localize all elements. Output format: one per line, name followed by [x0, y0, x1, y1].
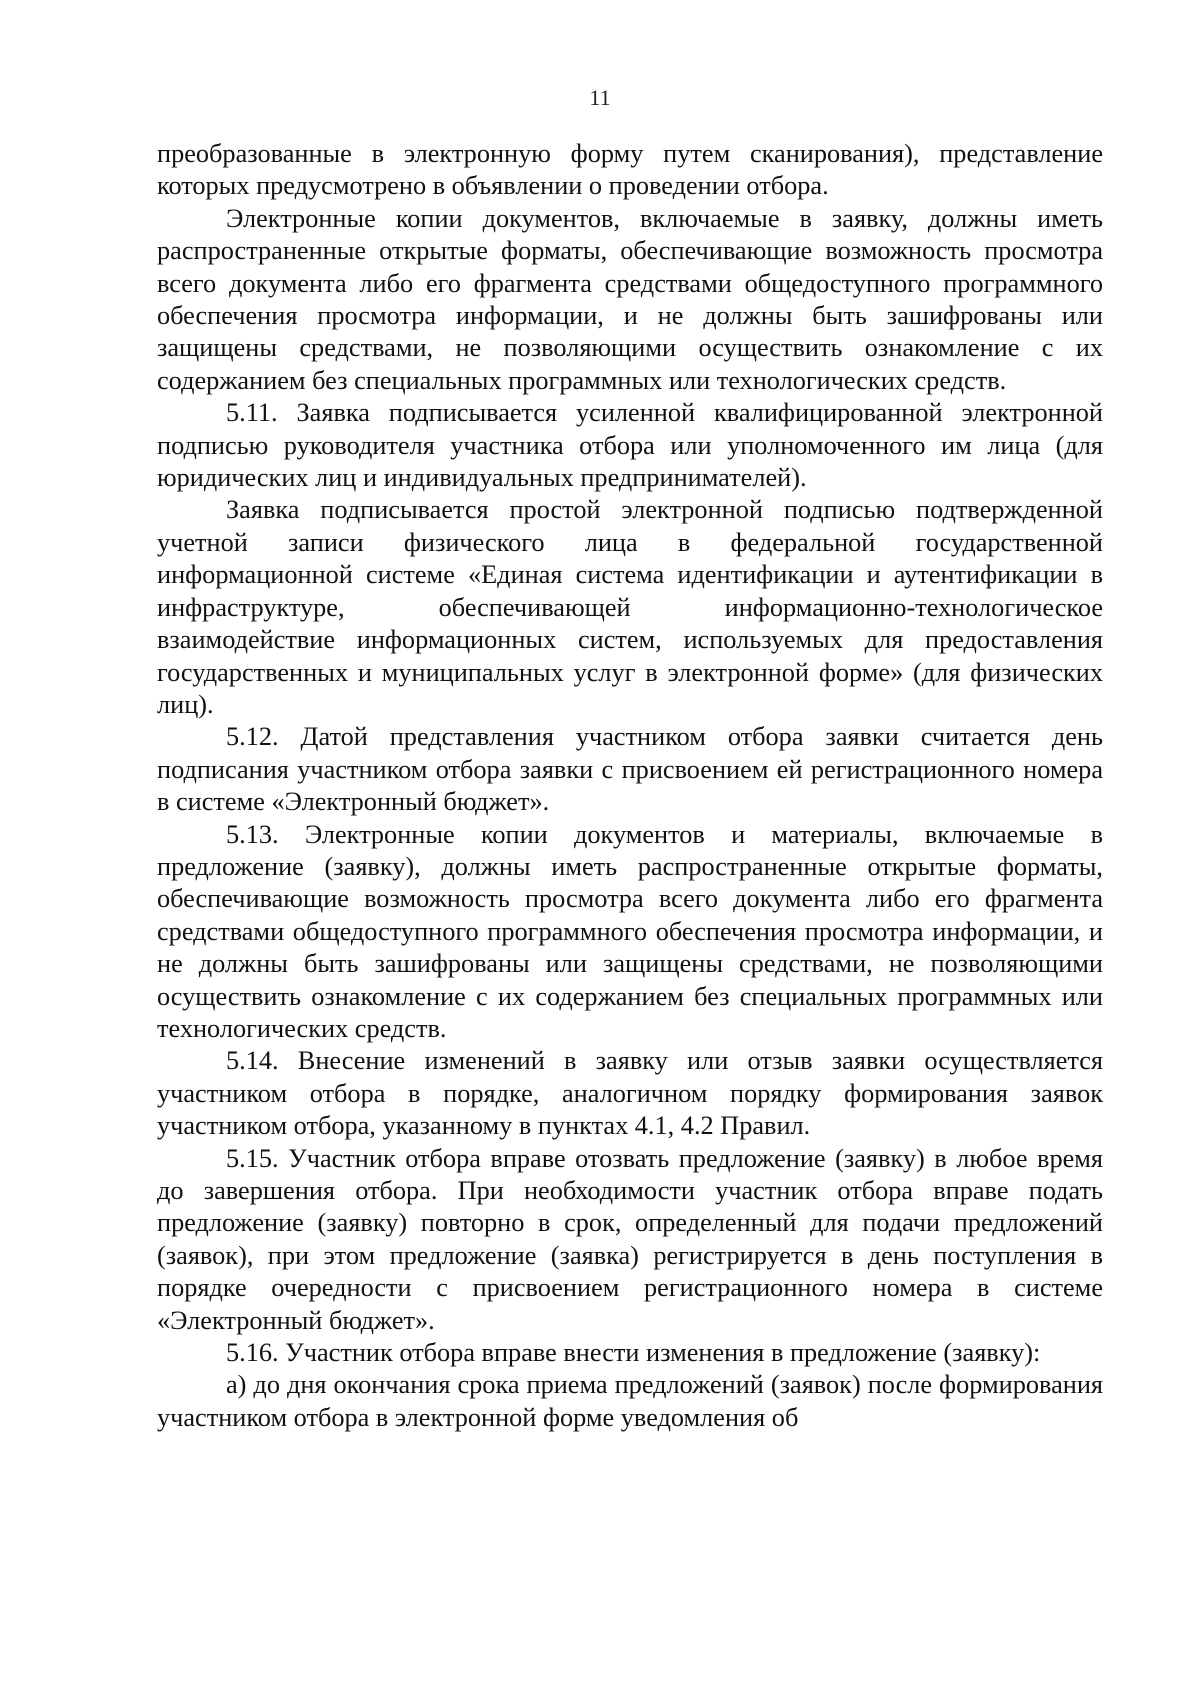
page-number: 11	[589, 85, 611, 110]
document-body	[157, 138, 1103, 1434]
paragraph-5-15-withdraw-proposal: 5.15. Участник отбора вправе отозвать предложение (заявку) в любое время до завершения отбора. При необходимости участник отбора вправе подать предложение (заявку) повторно в срок, определенный для подачи предложений (заявок), при этом предложение (заявка) регистрируется в день поступления в порядке очередности с присвоением регистрационного номера в системе «Электронный бюджет».	[157, 1143, 1103, 1335]
paragraph-electronic-copies-formats: Электронные копии документов, включаемые в заявку, должны иметь распространенные открытые форматы, обеспечивающие возможность просмотра всего документа либо его фрагмента средствами общедоступного программного обеспечения просмотра информации, и не должны быть зашифрованы или защищены средствами, не позволяющими осуществить ознакомление с их содержанием без специальных программных или технологических средств.	[157, 203, 1103, 395]
paragraph-item-a-before-deadline: а) до дня окончания срока приема предложений (заявок) после формирования участником отбора в электронной форме уведомления об	[157, 1370, 1103, 1432]
paragraph-5-16-make-changes: 5.16. Участник отбора вправе внести изменения в предложение (заявку):	[226, 1338, 1041, 1368]
paragraph-scanned-documents-continuation: преобразованные в электронную форму путем сканирования), представление которых предусмотрено в объявлении о проведении отбора.	[157, 139, 1103, 201]
paragraph-5-14-changes-withdrawal: 5.14. Внесение изменений в заявку или отзыв заявки осуществляется участником отбора в порядке, аналогичном порядку формирования заявок участником отбора, указанному в пунктах 4.1, 4.2 Правил.	[157, 1046, 1103, 1141]
paragraph-5-13-electronic-copies: 5.13. Электронные копии документов и материалы, включаемые в предложение (заявку), должны иметь распространенные открытые форматы, обеспечивающие возможность просмотра всего документа либо его фрагмента средствами общедоступного программного обеспечения просмотра информации, и не должны быть зашифрованы или защищены средствами, не позволяющими осуществить ознакомление с их содержанием без специальных программных или технологических средств.	[157, 819, 1103, 1043]
paragraph-5-11-qualified-signature: 5.11. Заявка подписывается усиленной квалифицированной электронной подписью руководителя участника отбора или уполномоченного им лица (для юридических лиц и индивидуальных предпринимателей).	[157, 398, 1103, 493]
paragraph-simple-signature-individuals: Заявка подписывается простой электронной подписью подтвержденной учетной записи физического лица в федеральной государственной информационной системе «Единая система идентификации и аутентификации в инфраструктуре, обеспечивающей информационно-технологическое взаимодействие информационных систем, используемых для предоставления государственных и муниципальных услуг в электронной форме» (для физических лиц).	[157, 495, 1103, 719]
paragraph-5-12-submission-date: 5.12. Датой представления участником отбора заявки считается день подписания участником отбора заявки с присвоением ей регистрационного номера в системе «Электронный бюджет».	[157, 722, 1103, 817]
